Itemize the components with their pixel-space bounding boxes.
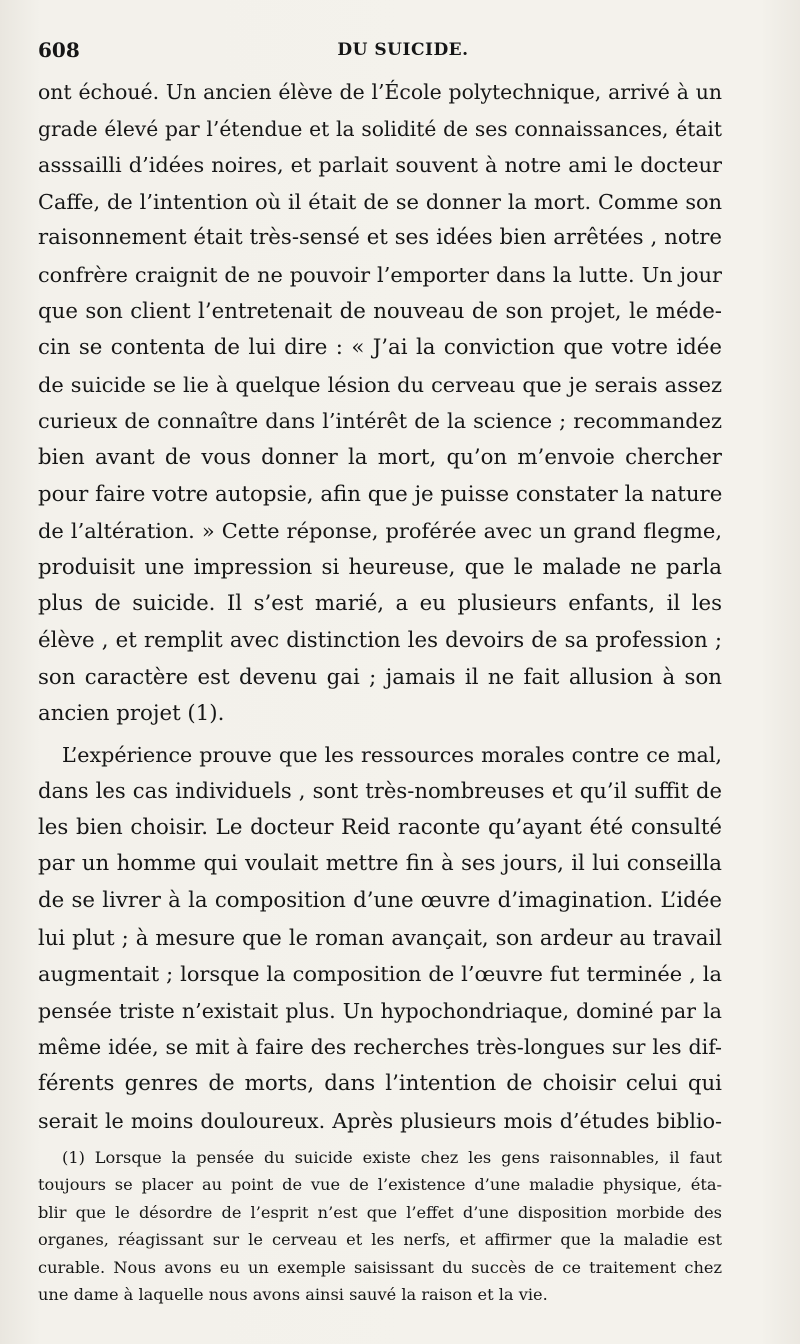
text-line: raisonnement était très-sensé et ses idées bien arrêtées , notre — [38, 225, 722, 251]
text-line: de l’altération. » Cette réponse, proférée avec un grand flegme, — [38, 519, 722, 544]
text-line: produisit une impression si heureuse, que le malade ne parla — [38, 554, 722, 580]
text-line: lui plut ; à mesure que le roman avançait, son ardeur au travail — [38, 924, 722, 950]
text-line: pour faire votre autopsie, afin que je puisse constater la nature — [38, 481, 723, 507]
text-line: férents genres de morts, dans l’intention de choisir celui qui — [38, 1071, 722, 1097]
paragraph-1 — [38, 74, 722, 733]
footnote — [38, 1144, 722, 1308]
footnote-line: toujours se placer au point de vue de l’existence d’une maladie physique, éta- — [38, 1175, 722, 1195]
text-line: élève , et remplit avec distinction les devoirs de sa profession ; — [38, 627, 722, 653]
text-line: que son client l’entretenait de nouveau de son projet, le méde- — [38, 298, 722, 324]
text-line: serait le moins douloureux. Après plusieurs mois d’études biblio- — [38, 1108, 722, 1133]
text-line: les bien choisir. Le docteur Reid raconte qu’ayant été consulté — [38, 814, 722, 840]
text-line: pensée triste n’existait plus. Un hypochondriaque, dominé par la — [38, 998, 722, 1023]
text-line: ont échoué. Un ancien élève de l’École polytechnique, arrivé à un — [38, 80, 722, 104]
text-line: augmentait ; lorsque la composition de l’œuvre fut terminée , la — [38, 962, 722, 987]
text-line: cin se contenta de lui dire : « J’ai la conviction que votre idée — [38, 335, 722, 361]
footnote-line: organes, réagissant sur le cerveau et les nerfs, et affirmer que la maladie est — [38, 1230, 722, 1250]
text-line: par un homme qui voulait mettre fin à ses jours, il lui conseilla — [38, 851, 722, 877]
text-line: confrère craignit de ne pouvoir l’emporter dans la lutte. Un jour — [38, 262, 722, 287]
text-line: plus de suicide. Il s’est marié, a eu plusieurs enfants, il les — [38, 591, 722, 617]
text-line: dans les cas individuels , sont très-nombreuses et qu’il suffit de — [38, 778, 722, 804]
text-line: ancien projet (1). — [38, 701, 225, 727]
text-line: même idée, se mit à faire des recherches très-longues sur les dif- — [38, 1035, 722, 1060]
text-line: grade élevé par l’étendue et la solidité de ses connaissances, était — [38, 116, 722, 141]
text-line: de se livrer à la composition d’une œuvre d’imagination. L’idée — [38, 888, 722, 914]
text-line: son caractère est devenu gai ; jamais il ne fait allusion à son — [38, 664, 722, 690]
text-line: curieux de connaître dans l’intérêt de la science ; recommandez — [38, 409, 722, 434]
text-line: L’expérience prouve que les ressources morales contre ce mal, — [62, 742, 722, 767]
footnote-line: (1) Lorsque la pensée du suicide existe chez les gens raisonnables, il faut — [62, 1148, 722, 1167]
paragraph-2 — [38, 737, 722, 1140]
page-number: 608 — [38, 38, 80, 62]
running-head: DU SUICIDE. — [337, 40, 469, 60]
footnote-line: curable. Nous avons eu un exemple saisissant du succès de ce traitement chez — [38, 1257, 722, 1277]
text-line: bien avant de vous donner la mort, qu’on m’envoie chercher — [38, 444, 722, 470]
text-line: de suicide se lie à quelque lésion du cerveau que je serais assez — [38, 372, 722, 397]
text-line: asssailli d’idées noires, et parlait souvent à notre ami le docteur — [38, 153, 722, 178]
text-line: Caffe, de l’intention où il était de se donner la mort. Comme son — [38, 189, 722, 214]
body-text — [38, 74, 722, 1139]
page-header — [38, 38, 728, 68]
footnote-line: une dame à laquelle nous avons ainsi sauvé la raison et la vie. — [38, 1285, 548, 1305]
footnote-line: blir que le désordre de l’esprit n’est que l’effet d’une disposition morbide des — [38, 1202, 722, 1222]
